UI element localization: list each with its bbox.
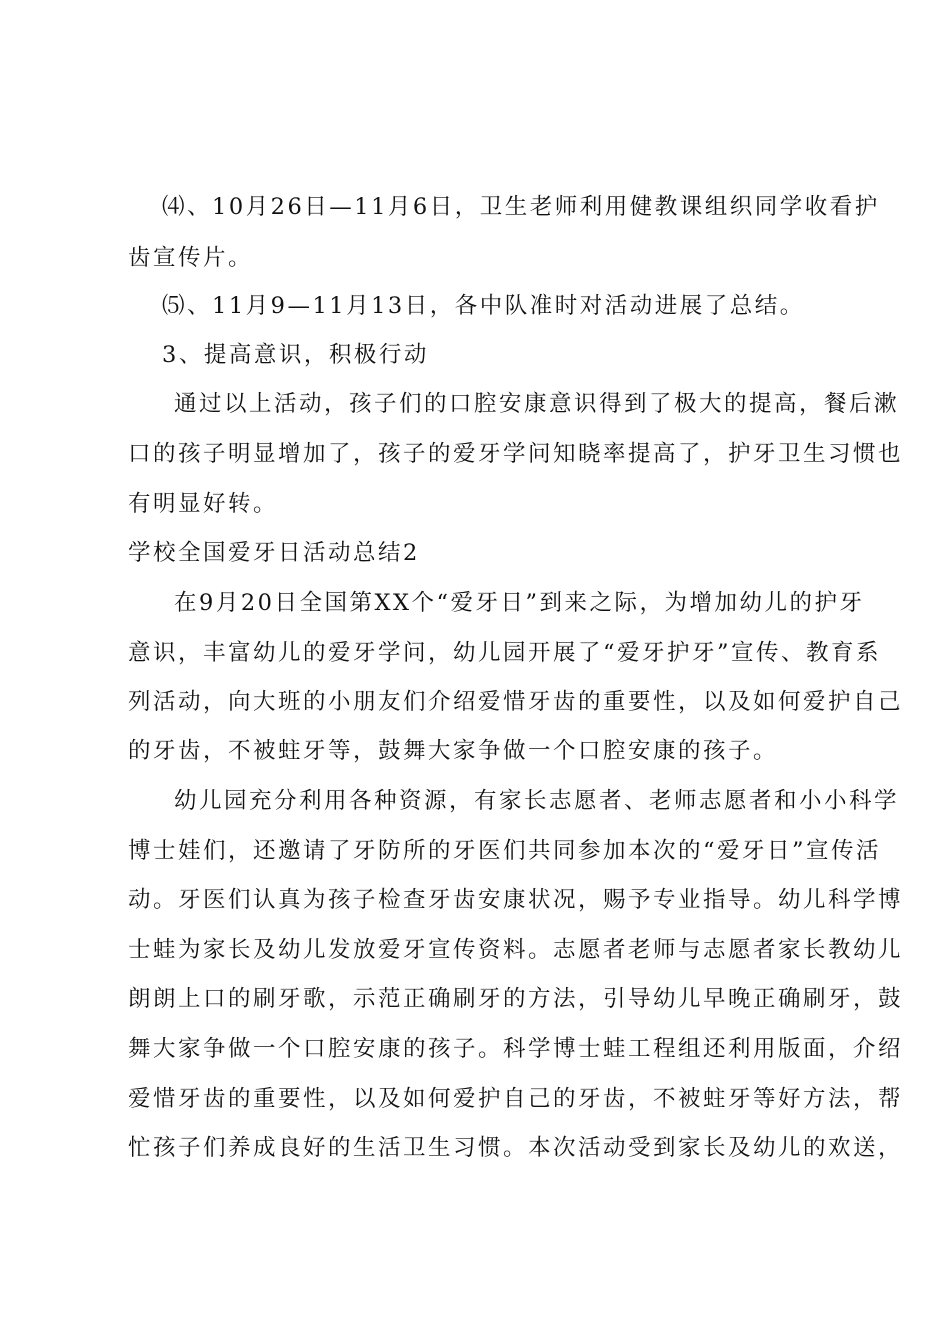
paragraph-line: 列活动，向大班的小朋友们介绍爱惜牙齿的重要性，以及如何爱护自己 [128,689,904,715]
paragraph-line: 齿宣传片。 [128,245,254,271]
section-heading: 3、提高意识，积极行动 [162,342,429,368]
paragraph-line: 通过以上活动，孩子们的口腔安康意识得到了极大的提高，餐后漱 [174,391,900,417]
paragraph-line: 舞大家争做一个口腔安康的孩子。科学博士蛙工程组还利用版面，介绍 [128,1036,904,1062]
paragraph-line: 幼儿园充分利用各种资源，有家长志愿者、老师志愿者和小小科学 [174,788,900,814]
paragraph-line: 爱惜牙齿的重要性，以及如何爱护自己的牙齿，不被蛀牙等好方法，帮 [128,1086,904,1112]
paragraph-line: 忙孩子们养成良好的生活卫生习惯。本次活动受到家长及幼儿的欢送， [128,1135,904,1161]
paragraph-line: 博士娃们，还邀请了牙防所的牙医们共同参加本次的“爱牙日”宣传活 [128,838,882,864]
document-title: 学校全国爱牙日活动总结2 [128,540,420,566]
paragraph-line: ⑸、11月9—11月13日，各中队准时对活动进展了总结。 [162,293,805,319]
paragraph-line: 口的孩子明显增加了，孩子的爱牙学问知晓率提高了，护牙卫生习惯也 [128,441,904,467]
paragraph-line: 意识，丰富幼儿的爱牙学问，幼儿园开展了“爱牙护牙”宣传、教育系 [128,640,882,666]
paragraph-line: 士蛙为家长及幼儿发放爱牙宣传资料。志愿者老师与志愿者家长教幼儿 [128,937,904,963]
paragraph-line: ⑷、10月26日—11月6日，卫生老师利用健教课组织同学收看护 [162,194,880,220]
paragraph-line: 在9月20日全国第XX个“爱牙日”到来之际，为增加幼儿的护牙 [174,590,865,616]
paragraph-line: 动。牙医们认真为孩子检查牙齿安康状况，赐予专业指导。幼儿科学博 [128,887,904,913]
paragraph-line: 有明显好转。 [128,491,279,517]
paragraph-line: 的牙齿，不被蛀牙等，鼓舞大家争做一个口腔安康的孩子。 [128,738,779,764]
paragraph-line: 朗朗上口的刷牙歌，示范正确刷牙的方法，引导幼儿早晚正确刷牙，鼓 [128,986,904,1012]
